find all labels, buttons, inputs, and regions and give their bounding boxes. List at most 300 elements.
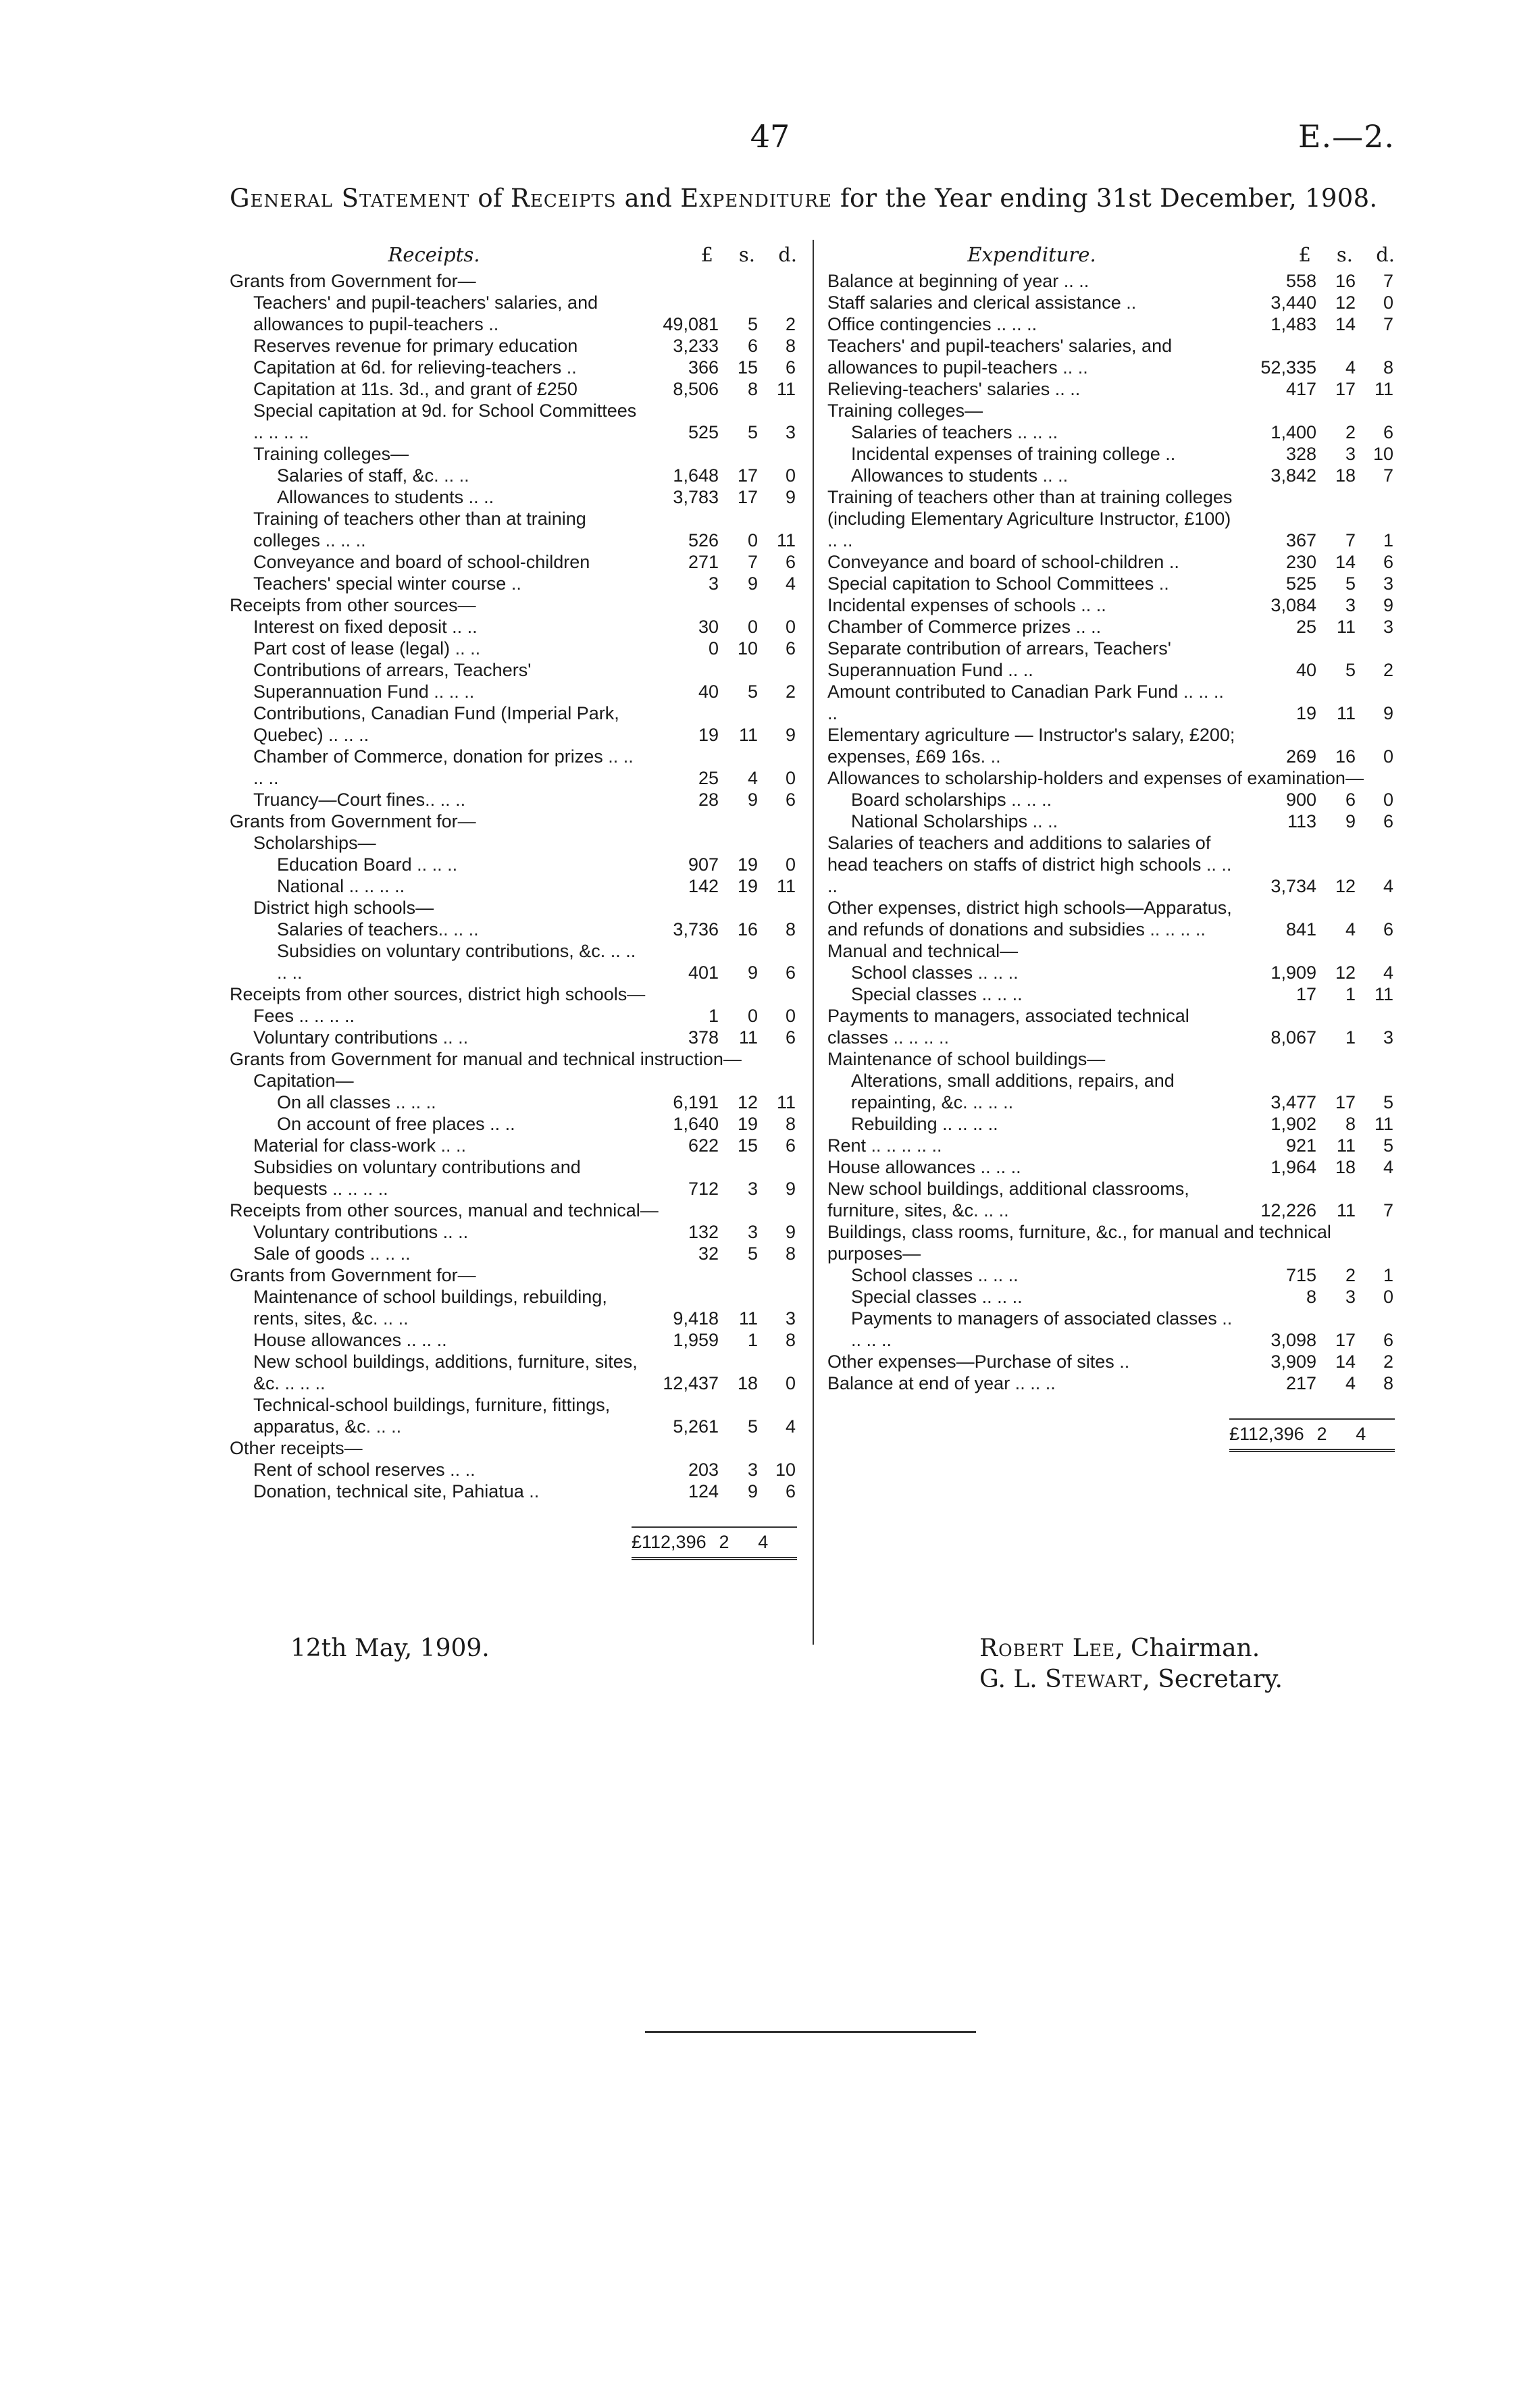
amount-shillings: 0 (747, 530, 758, 550)
row-label: Maintenance of school buildings, rebuilding, rents, sites, &c. .. .. (253, 1287, 607, 1329)
table-row (827, 335, 1395, 378)
amount-shillings: 4 (1345, 919, 1356, 940)
row-amount (1236, 551, 1395, 573)
amount-shillings: 3 (747, 1222, 758, 1242)
amount-shillings: 7 (747, 552, 758, 572)
amount-pounds: 269 (1285, 746, 1316, 767)
amount-pounds: 3,098 (1270, 1330, 1316, 1350)
amount-pence: 6 (1383, 919, 1393, 940)
amount-shillings: 19 (737, 876, 758, 896)
table-row (230, 1200, 797, 1221)
row-label: On all classes .. .. .. (277, 1092, 436, 1112)
title-part: Receipts (510, 184, 617, 213)
amount-pence: 6 (1383, 552, 1393, 572)
amount-pence: 0 (1383, 292, 1393, 313)
page-number: 47 (750, 118, 790, 155)
row-label: Balance at end of year .. .. .. (827, 1373, 1056, 1393)
table-row (827, 1286, 1395, 1308)
table-row (230, 551, 797, 573)
amount-shillings: 5 (1345, 660, 1356, 680)
row-amount (638, 551, 797, 573)
table-row (230, 919, 797, 940)
row-amount (638, 465, 797, 486)
amount-shillings: 17 (1335, 379, 1356, 399)
amount-shillings: 16 (737, 919, 758, 940)
total-pence: 4 (1356, 1424, 1366, 1444)
row-amount (1236, 659, 1395, 681)
table-row (827, 486, 1395, 551)
amount-pence: 5 (1383, 1135, 1393, 1156)
table-row (230, 486, 797, 508)
amount-shillings: 18 (1335, 465, 1356, 486)
row-amount (638, 1135, 797, 1156)
table-row (230, 1027, 797, 1048)
row-label: Grants from Government for— (230, 271, 476, 291)
table-row (827, 465, 1395, 486)
table-row (230, 1135, 797, 1156)
row-amount (638, 421, 797, 443)
amount-pounds: 1 (708, 1006, 719, 1026)
row-amount (638, 638, 797, 659)
row-label: Capitation at 11s. 3d., and grant of £250 (253, 379, 578, 399)
amount-pounds: 328 (1285, 444, 1316, 464)
row-label: School classes .. .. .. (851, 1265, 1019, 1285)
amount-pence: 0 (785, 465, 796, 486)
table-row (827, 270, 1395, 292)
amount-shillings: 1 (747, 1330, 758, 1350)
statement-title (230, 184, 1405, 213)
row-amount (1236, 1091, 1395, 1113)
row-amount (638, 1416, 797, 1437)
row-amount (1236, 746, 1395, 767)
amount-pence: 1 (1383, 530, 1393, 550)
row-label: Staff salaries and clerical assistance .. (827, 292, 1137, 313)
amount-pounds: 40 (698, 681, 719, 702)
table-row (827, 421, 1395, 443)
table-row (827, 897, 1395, 940)
table-row (230, 573, 797, 594)
amount-pounds: 52,335 (1260, 357, 1316, 378)
amount-pounds: 558 (1285, 271, 1316, 291)
amount-pounds: 32 (698, 1243, 719, 1264)
amount-pounds: 30 (698, 617, 719, 637)
secretary-title: , Secretary. (1142, 1666, 1283, 1693)
row-label: New school buildings, additions, furniture, sites, &c. .. .. .. (253, 1352, 638, 1393)
row-amount (1236, 919, 1395, 940)
row-label: House allowances .. .. .. (827, 1157, 1021, 1177)
total-shillings: 2 (719, 1532, 729, 1552)
amount-pounds: 271 (688, 552, 719, 572)
amount-pence: 8 (785, 1330, 796, 1350)
amount-shillings: 18 (1335, 1157, 1356, 1177)
title-part: Expenditure (680, 184, 832, 213)
amount-pounds: 3,734 (1270, 876, 1316, 896)
amount-pounds: 40 (1295, 660, 1316, 680)
row-label: Buildings, class rooms, furniture, &c., for manual and technical purposes— (827, 1222, 1331, 1264)
table-row (230, 1351, 797, 1394)
amount-pounds: 142 (688, 876, 719, 896)
amount-pounds: 19 (698, 725, 719, 745)
row-label: Voluntary contributions .. .. (253, 1222, 469, 1242)
total-shillings: 2 (1316, 1424, 1327, 1444)
row-amount (1236, 465, 1395, 486)
table-row (230, 940, 797, 983)
amount-shillings: 6 (1345, 790, 1356, 810)
table-row (827, 1372, 1395, 1394)
amount-pounds: 3,084 (1270, 595, 1316, 615)
amount-shillings: 5 (747, 1243, 758, 1264)
row-label: Interest on fixed deposit .. .. (253, 617, 478, 637)
amount-pence: 4 (785, 1416, 796, 1437)
amount-pence: 6 (785, 1481, 796, 1501)
amount-pounds: 3,783 (673, 487, 719, 507)
amount-shillings: 17 (737, 487, 758, 507)
row-label: Chamber of Commerce prizes .. .. (827, 617, 1102, 637)
table-row (230, 983, 797, 1005)
pence-head: d. (1376, 243, 1395, 266)
table-row (827, 810, 1395, 832)
amount-pence: 6 (1383, 811, 1393, 831)
row-label: Amount contributed to Canadian Park Fund .. .. .. .. (827, 681, 1224, 723)
row-label: Capitation— (253, 1071, 354, 1091)
receipts-column (230, 236, 797, 1560)
amount-shillings: 5 (747, 1416, 758, 1437)
row-label: Contributions of arrears, Teachers' Superannuation Fund .. .. .. (253, 660, 532, 702)
amount-shillings: 6 (747, 336, 758, 356)
amount-pence: 9 (785, 725, 796, 745)
row-label: Maintenance of school buildings— (827, 1049, 1106, 1069)
row-amount (638, 1221, 797, 1243)
secretary-initials: G. L. (979, 1666, 1046, 1693)
amount-pounds: 712 (688, 1179, 719, 1199)
row-amount (638, 875, 797, 897)
amount-pence: 11 (1374, 1114, 1393, 1134)
row-amount (638, 1329, 797, 1351)
table-row (827, 616, 1395, 638)
table-row (230, 270, 797, 292)
amount-pounds: 1,959 (673, 1330, 719, 1350)
row-amount (638, 919, 797, 940)
amount-pence: 10 (1372, 444, 1393, 464)
receipts-header (230, 236, 797, 266)
amount-pence: 6 (785, 638, 796, 659)
amount-shillings: 9 (747, 962, 758, 983)
amount-shillings: 3 (1345, 595, 1356, 615)
amount-shillings: 15 (737, 1135, 758, 1156)
row-label: Capitation at 6d. for relieving-teachers .. (253, 357, 577, 378)
table-row (827, 551, 1395, 573)
row-label: Scholarships— (253, 833, 376, 853)
table-row (230, 1264, 797, 1286)
row-label: Reserves revenue for primary education (253, 336, 578, 356)
row-label: Training colleges— (253, 444, 409, 464)
amount-pence: 0 (785, 768, 796, 788)
row-amount (1236, 1329, 1395, 1351)
shillings-head: s. (1336, 243, 1353, 266)
amount-pounds: 417 (1285, 379, 1316, 399)
row-amount (638, 1005, 797, 1027)
amount-shillings: 12 (737, 1092, 758, 1112)
row-label: Training colleges— (827, 401, 983, 421)
amount-pence: 8 (785, 919, 796, 940)
amount-pence: 3 (1383, 573, 1393, 594)
amount-shillings: 17 (1335, 1330, 1356, 1350)
amount-pence: 0 (785, 854, 796, 875)
table-row (827, 1178, 1395, 1221)
table-row (827, 313, 1395, 335)
row-label: Salaries of teachers .. .. .. (851, 422, 1058, 442)
row-label: Subsidies on voluntary contributions and bequests .. .. .. .. (253, 1157, 581, 1199)
amount-pence: 6 (785, 962, 796, 983)
amount-shillings: 14 (1335, 314, 1356, 334)
row-amount (638, 767, 797, 789)
row-amount (638, 486, 797, 508)
amount-pounds: 113 (1287, 811, 1316, 831)
table-row (230, 443, 797, 465)
table-row (230, 702, 797, 746)
table-row (230, 508, 797, 551)
amount-shillings: 5 (1345, 573, 1356, 594)
row-label: National Scholarships .. .. (851, 811, 1058, 831)
table-row (230, 1221, 797, 1243)
row-label: Office contingencies .. .. .. (827, 314, 1037, 334)
amount-pence: 2 (785, 314, 796, 334)
amount-pence: 0 (785, 617, 796, 637)
table-row (827, 1005, 1395, 1048)
amount-pounds: 1,483 (1270, 314, 1316, 334)
amount-pounds: 841 (1285, 919, 1316, 940)
table-row (827, 1308, 1395, 1351)
table-row (230, 897, 797, 919)
amount-pence: 7 (1383, 271, 1393, 291)
row-label: Rent of school reserves .. .. (253, 1460, 476, 1480)
amount-pounds: 0 (708, 638, 719, 659)
amount-pounds: 367 (1285, 530, 1316, 550)
row-label: New school buildings, additional classrooms, furniture, sites, &c. .. .. (827, 1179, 1189, 1220)
expenditure-heading: Expenditure. (967, 243, 1096, 266)
amount-pounds: 3 (708, 573, 719, 594)
amount-shillings: 12 (1335, 876, 1356, 896)
amount-pence: 9 (785, 1222, 796, 1242)
row-label: Other expenses—Purchase of sites .. (827, 1352, 1130, 1372)
amount-pence: 3 (785, 1308, 796, 1329)
amount-shillings: 4 (1345, 1373, 1356, 1393)
amount-pence: 0 (785, 1006, 796, 1026)
row-amount (638, 616, 797, 638)
amount-pence: 11 (776, 530, 796, 550)
amount-pence: 11 (776, 1092, 796, 1112)
row-label: Teachers' and pupil-teachers' salaries, and allowances to pupil-teachers .. (253, 292, 598, 334)
row-amount (1236, 313, 1395, 335)
expenditure-total (827, 1418, 1395, 1452)
table-row (230, 1437, 797, 1459)
table-row (827, 638, 1395, 681)
amount-pounds: 1,902 (1270, 1114, 1316, 1134)
table-row (827, 767, 1395, 789)
row-amount (1236, 1264, 1395, 1286)
amount-pence: 2 (1383, 1352, 1393, 1372)
table-row (827, 1070, 1395, 1113)
amount-pounds: 25 (698, 768, 719, 788)
column-divider (813, 240, 814, 1645)
amount-pounds: 203 (688, 1460, 719, 1480)
table-row (230, 875, 797, 897)
table-row (827, 400, 1395, 421)
amount-pence: 1 (1383, 1265, 1393, 1285)
chairman-signature (979, 1633, 1283, 1664)
row-amount (638, 1091, 797, 1113)
amount-pounds: 3,909 (1270, 1352, 1316, 1372)
amount-pounds: 1,964 (1270, 1157, 1316, 1177)
table-row (230, 1286, 797, 1329)
amount-shillings: 12 (1335, 962, 1356, 983)
amount-pounds: 132 (688, 1222, 719, 1242)
amount-shillings: 19 (737, 1114, 758, 1134)
amount-pounds: 12,437 (663, 1373, 719, 1393)
row-amount (1236, 1027, 1395, 1048)
amount-pence: 8 (1383, 357, 1393, 378)
table-row (827, 594, 1395, 616)
table-row (230, 1394, 797, 1437)
row-amount (1236, 443, 1395, 465)
row-amount (638, 724, 797, 746)
row-amount (638, 1027, 797, 1048)
row-label: Contributions, Canadian Fund (Imperial Park, Quebec) .. .. .. (253, 703, 619, 745)
expenditure-column (827, 236, 1395, 1452)
amount-pence: 4 (1383, 876, 1393, 896)
row-amount (1236, 1286, 1395, 1308)
total-pounds: £112,396 (1229, 1424, 1304, 1444)
amount-pence: 10 (775, 1460, 796, 1480)
amount-pence: 3 (1383, 617, 1393, 637)
chairman-title: , Chairman. (1115, 1635, 1260, 1662)
row-amount (1236, 594, 1395, 616)
amount-pence: 4 (1383, 1157, 1393, 1177)
row-label: Special capitation at 9d. for School Committees .. .. .. .. (253, 401, 637, 442)
amount-shillings: 3 (1345, 444, 1356, 464)
row-label: Receipts from other sources, manual and technical— (230, 1200, 659, 1220)
row-amount (638, 962, 797, 983)
amount-pounds: 12,226 (1260, 1200, 1316, 1220)
amount-shillings: 11 (738, 1027, 758, 1048)
row-label: Education Board .. .. .. (277, 854, 458, 875)
amount-pounds: 3,233 (673, 336, 719, 356)
amount-shillings: 8 (1345, 1114, 1356, 1134)
amount-pence: 9 (785, 487, 796, 507)
receipts-heading: Receipts. (388, 243, 480, 266)
amount-shillings: 11 (738, 1308, 758, 1329)
receipts-rows (230, 270, 797, 1502)
amount-shillings: 14 (1335, 552, 1356, 572)
table-row (230, 357, 797, 378)
amount-pounds: 715 (1285, 1265, 1316, 1285)
amount-shillings: 11 (1336, 1200, 1356, 1220)
amount-shillings: 9 (747, 1481, 758, 1501)
row-amount (638, 1372, 797, 1394)
row-amount (1236, 702, 1395, 724)
table-row (230, 1070, 797, 1091)
amount-pence: 6 (785, 790, 796, 810)
amount-pence: 0 (1383, 790, 1393, 810)
amount-pounds: 622 (688, 1135, 719, 1156)
row-label: National .. .. .. .. (277, 876, 405, 896)
table-row (230, 400, 797, 443)
amount-pence: 2 (1383, 660, 1393, 680)
amount-shillings: 15 (737, 357, 758, 378)
amount-shillings: 7 (1345, 530, 1356, 550)
title-part: General Statement (230, 184, 470, 213)
amount-pounds: 3,842 (1270, 465, 1316, 486)
row-amount (1236, 357, 1395, 378)
table-row (230, 1329, 797, 1351)
row-amount (1236, 875, 1395, 897)
amount-pounds: 124 (688, 1481, 719, 1501)
amount-shillings: 1 (1345, 984, 1356, 1004)
amount-pounds: 49,081 (663, 314, 719, 334)
amount-pence: 9 (1383, 703, 1393, 723)
table-row (827, 1048, 1395, 1070)
row-amount (1236, 789, 1395, 810)
amount-shillings: 1 (1345, 1027, 1356, 1048)
amount-pence: 8 (785, 1243, 796, 1264)
table-row (230, 1243, 797, 1264)
table-row (827, 1113, 1395, 1135)
row-label: Truancy—Court fines.. .. .. (253, 790, 466, 810)
amount-pence: 11 (776, 379, 796, 399)
amount-pounds: 3,440 (1270, 292, 1316, 313)
total-pence: 4 (758, 1532, 769, 1552)
amount-shillings: 12 (1335, 292, 1356, 313)
table-row (827, 443, 1395, 465)
table-row (230, 616, 797, 638)
row-label: Payments to managers of associated classes .. .. .. .. (851, 1308, 1233, 1350)
amount-pence: 11 (1374, 379, 1393, 399)
row-label: Conveyance and board of school-children .. (827, 552, 1179, 572)
amount-pounds: 3,477 (1270, 1092, 1316, 1112)
row-label: School classes .. .. .. (851, 962, 1019, 983)
table-row (827, 378, 1395, 400)
row-label: Special capitation to School Committees .. (827, 573, 1169, 594)
amount-pounds: 217 (1285, 1373, 1316, 1393)
table-row (827, 789, 1395, 810)
row-amount (638, 573, 797, 594)
amount-pounds: 366 (688, 357, 719, 378)
row-label: Voluntary contributions .. .. (253, 1027, 469, 1048)
table-row (827, 983, 1395, 1005)
table-row (230, 746, 797, 789)
receipts-total (230, 1526, 797, 1560)
row-label: Rebuilding .. .. .. .. (851, 1114, 998, 1134)
row-label: Receipts from other sources— (230, 595, 476, 615)
table-row (230, 638, 797, 659)
amount-shillings: 9 (747, 790, 758, 810)
amount-pounds: 1,400 (1270, 422, 1316, 442)
table-row (827, 681, 1395, 724)
row-label: Incidental expenses of schools .. .. (827, 595, 1106, 615)
amount-pounds: 526 (688, 530, 719, 550)
title-part: of (469, 184, 511, 213)
row-amount (1236, 1351, 1395, 1372)
row-amount (638, 1178, 797, 1200)
amount-pounds: 921 (1285, 1135, 1316, 1156)
table-row (230, 1005, 797, 1027)
amount-pence: 11 (1374, 984, 1393, 1004)
row-amount (638, 1113, 797, 1135)
amount-pence: 8 (1383, 1373, 1393, 1393)
amount-pounds: 1,640 (673, 1114, 719, 1134)
row-label: Allowances to students .. .. (277, 487, 494, 507)
table-row (230, 1156, 797, 1200)
